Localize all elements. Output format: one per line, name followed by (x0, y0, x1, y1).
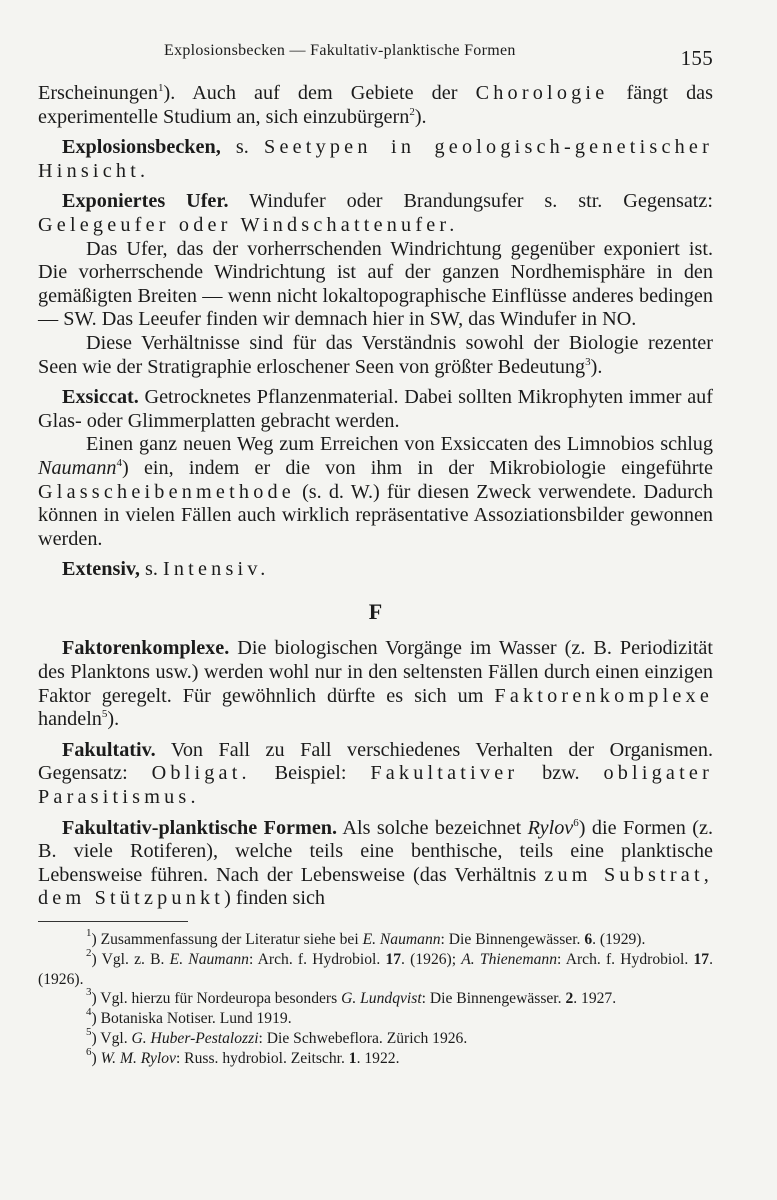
footnote (38, 1025, 713, 1049)
entry-headword: Fakultativ. (62, 738, 156, 761)
footnote-ref: 1 (157, 82, 164, 94)
main-text (38, 82, 713, 911)
footnote-ref: 4 (116, 456, 123, 469)
volume-number: 1 (348, 1049, 357, 1067)
volume-number: 17 (693, 950, 710, 968)
text: ) Vgl. (91, 1029, 132, 1047)
text: ). (590, 355, 603, 378)
footnote-ref: 6 (573, 816, 579, 829)
text: ). (107, 708, 120, 731)
spaced-term: Fakultativer (370, 762, 519, 785)
author-name: E. Naumann (362, 931, 441, 948)
entry-exponiertes-ufer (38, 190, 713, 237)
footnote-ref: 2 (409, 105, 415, 118)
volume-number: 2 (565, 990, 574, 1008)
text: ) Botaniska Notiser. Lund 1919. (91, 1010, 292, 1028)
text: ) Vgl. hierzu für Nordeuropa besonders (91, 990, 342, 1008)
footnote-mark: 5 (86, 1025, 92, 1038)
text: . (1926); (401, 950, 462, 968)
footnote (38, 1006, 713, 1029)
entry-faktorenkomplexe (38, 637, 713, 731)
spaced-term: Obligat. (151, 762, 251, 785)
footnotes (38, 927, 713, 1069)
text: ) die Formen (z. B. viele Rotiferen), welche teils eine benthische, teils eine planktische Lebensweise führen. Nach der Lebensweise (das Verhältnis (38, 816, 714, 886)
author-name: E. Naumann (169, 950, 249, 968)
text: fängt das experimentelle Studium an, sich einzubürgern (38, 82, 714, 128)
entry-extensiv (38, 558, 713, 582)
spaced-term: obligater Parasitismus. (38, 762, 713, 809)
text: (s. d. W.) für diesen Zweck verwendete. Dadurch können in vielen Fällen auch wirklich repräsentative Assoziationsbilder gewonnen werden. (38, 480, 713, 550)
text: . 1922. (356, 1049, 400, 1067)
spaced-term: Chorologie (475, 82, 609, 104)
text: s. (139, 558, 163, 581)
text: : Russ. hydrobiol. Zeitschr. (175, 1049, 349, 1067)
footnote-ref: 5 (101, 708, 108, 721)
footnote (38, 946, 713, 990)
author-name: Naumann (38, 456, 117, 479)
text: ) ein, indem er die von ihm in der Mikrobiologie eingeführte (122, 456, 713, 479)
spaced-term: Faktorenkomplexe (494, 684, 713, 707)
text: ) Vgl. z. B. (91, 950, 170, 968)
text: Beispiel: (250, 762, 371, 785)
text: . (1929). (592, 931, 646, 948)
footnote-mark: 2 (86, 946, 92, 959)
entry-exsiccat (38, 386, 713, 433)
text: Von Fall zu Fall verschiedenes Verhalten der Organismen. Gegensatz: (38, 738, 713, 785)
page-number: 155 (680, 46, 713, 70)
spaced-term: Seetypen in geologisch-genetischer Hinsicht. (38, 136, 714, 182)
text: ) finden sich (224, 887, 326, 910)
page-header (38, 38, 713, 82)
entry-fakultativ-planktische-formen (38, 817, 713, 911)
entry-headword: Exsiccat. (62, 386, 139, 409)
author-name: A. Thienemann (461, 950, 558, 968)
text: ). Auch auf dem Gebiete der (163, 82, 476, 104)
spaced-term: Intensiv. (162, 558, 270, 581)
text: : Arch. f. Hydrobiol. (248, 950, 386, 968)
text: Als solche bezeichnet (337, 816, 528, 839)
footnote (38, 1045, 713, 1069)
text: handeln (38, 708, 102, 731)
text: : Die Binnengewässer. (440, 931, 585, 948)
entry-fakultativ (38, 739, 713, 810)
entry-headword: Fakultativ-planktische Formen. (62, 816, 338, 839)
footnote-mark: 3 (86, 986, 92, 999)
running-title: Explosionsbecken — Fakultativ-planktische Formen (164, 42, 516, 59)
entry-headword: Exponiertes Ufer. (62, 190, 229, 213)
spaced-term: Gelegeufer oder Windschattenufer. (38, 213, 459, 236)
text: Windufer oder Brandungsufer s. str. Gegensatz: (228, 190, 713, 213)
text: Diese Verhältnisse sind für das Verständnis sowohl der Biologie rezenter Seen wie der Stratigraphie erloschener Seen von größter Bedeutung (38, 331, 713, 378)
text: Getrocknetes Pflanzenmaterial. Dabei sollten Mikrophyten immer auf Glas- oder Glimmerplatten gebracht werden. (38, 386, 713, 432)
author-name: G. Lundqvist (341, 990, 422, 1008)
entry-explosionsbecken (38, 136, 713, 183)
text: . (1926). (38, 950, 713, 988)
volume-number: 17 (385, 950, 402, 968)
text: s. (220, 136, 265, 159)
section-letter: F (368, 598, 383, 624)
text: ) (91, 1049, 101, 1067)
text: : Die Binnengewässer. (421, 990, 566, 1008)
footnote (38, 927, 713, 950)
paragraph (38, 332, 713, 379)
author-name: G. Huber-Pestalozzi (131, 1029, 259, 1047)
spaced-term: Glasscheibenmethode (38, 480, 295, 503)
footnote-mark: 1 (86, 927, 92, 939)
author-name: Rylov (527, 816, 574, 839)
spaced-term: zum Substrat, dem Stützpunkt (38, 863, 714, 910)
text: ) Zusammenfassung der Literatur siehe bei (91, 931, 363, 948)
text: : Arch. f. Hydrobiol. (557, 950, 694, 968)
footnote-mark: 4 (86, 1006, 92, 1019)
author-name: W. M. Rylov (100, 1049, 176, 1067)
footnote (38, 986, 713, 1009)
entry-headword: Faktorenkomplexe. (62, 637, 230, 660)
text: : Die Schwebeflora. Zürich 1926. (258, 1029, 468, 1047)
text: Erscheinungen (38, 82, 158, 104)
paragraph (38, 433, 713, 551)
paragraph: Das Ufer, das der vorherrschenden Windrichtung gegenüber exponiert ist. Die vorherrschende Windrichtung ist auf der ganzen Nordhemisphäre in den gemäßigten Breiten — wenn nicht lokaltopographische Einflüsse anderes bedingen — SW. Das Leeufer finden wir demnach hier in SW, das Windufer in NO. (38, 237, 713, 331)
text: ). (414, 105, 427, 128)
entry-headword: Extensiv, (62, 558, 140, 581)
footnote-mark: 6 (86, 1045, 92, 1058)
footnote-ref: 3 (585, 355, 591, 368)
paragraph-continuation (38, 82, 713, 129)
text: Einen ganz neuen Weg zum Erreichen von Exsiccaten des Limnobios schlug (86, 433, 713, 456)
text: bzw. (518, 762, 604, 785)
text: Die biologischen Vorgänge im Wasser (z. B. Periodizität des Planktons usw.) werden wohl nur in den seltensten Fällen durch einen einzigen Faktor geregelt. Für gewöhnlich dürfte es sich um (38, 637, 713, 707)
entry-headword: Explosionsbecken, (62, 136, 221, 159)
text: . 1927. (573, 990, 617, 1008)
footnote-divider (38, 921, 188, 922)
volume-number: 6 (584, 931, 593, 948)
